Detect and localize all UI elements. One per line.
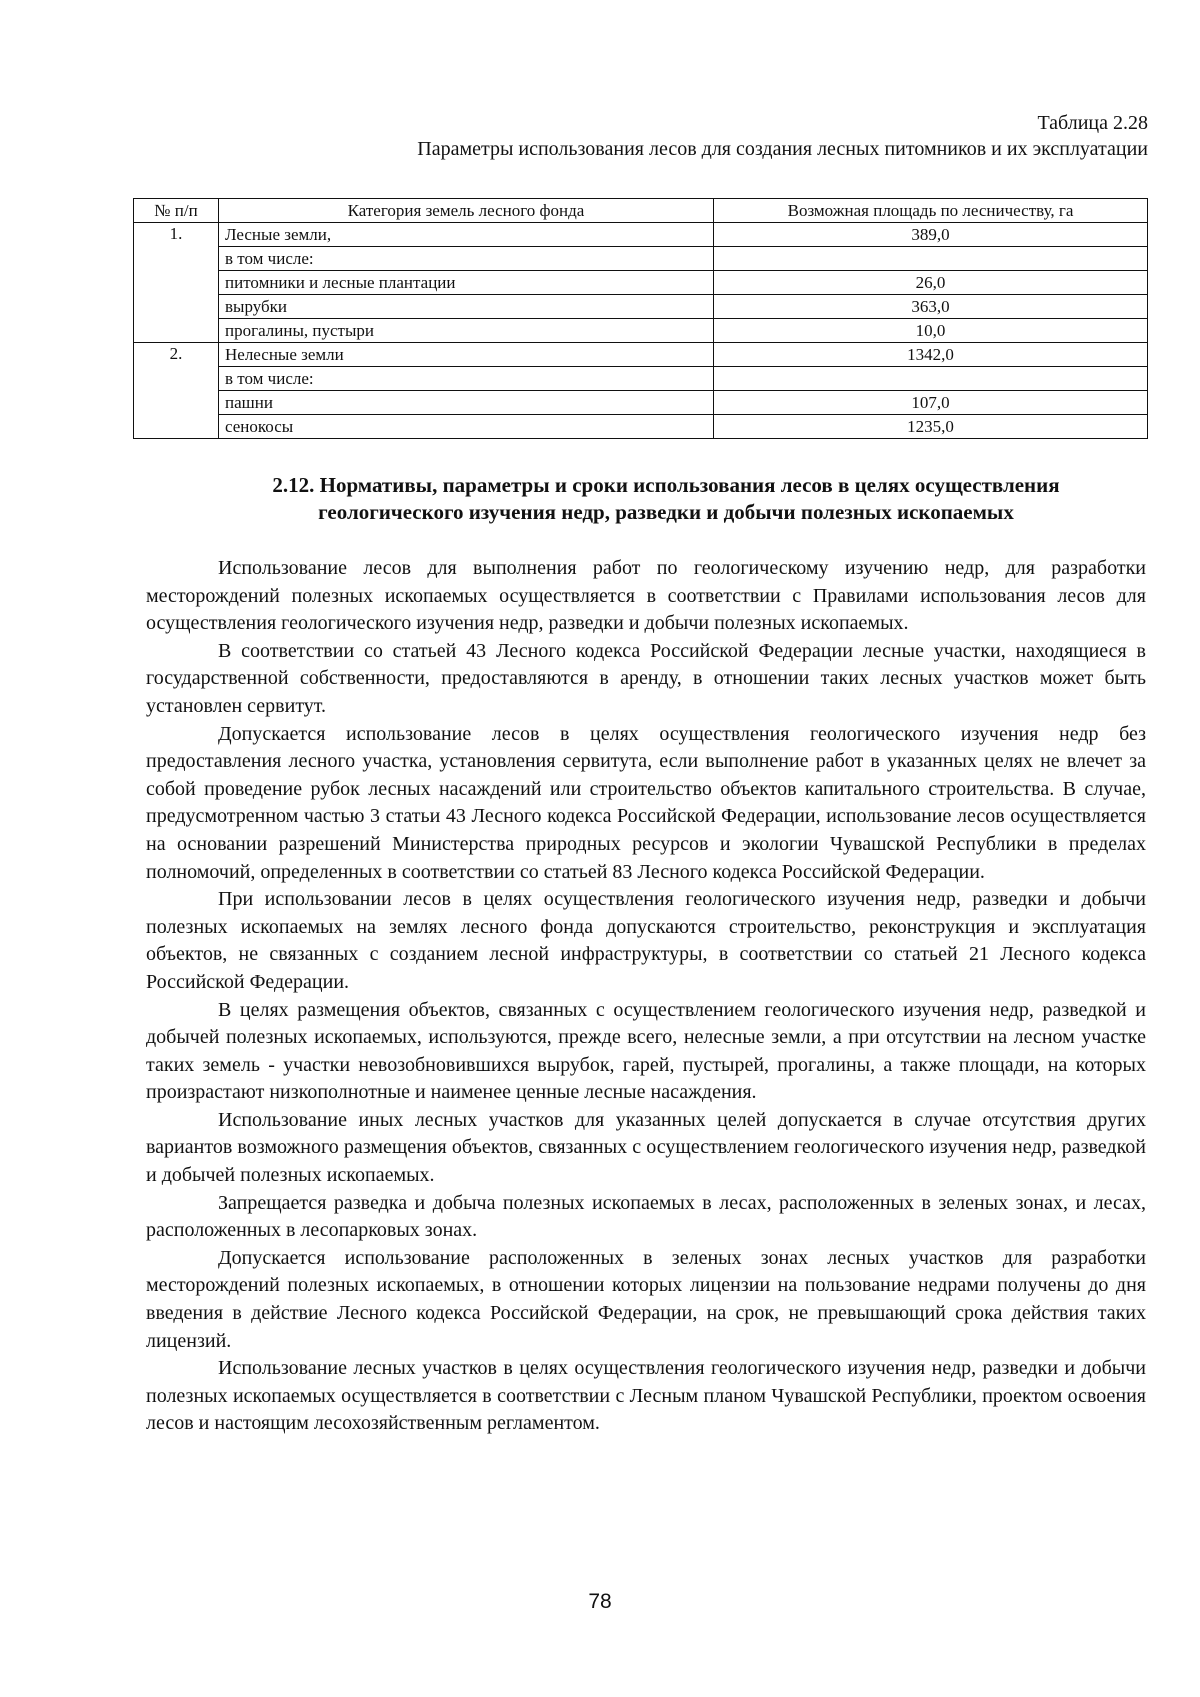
paragraph: Использование лесных участков в целях осуществления геологического изучения недр, разведки и добычи полезных ископаемых осуществляется в соответствии с Лесным планом Чувашской Республики, проектом освоения лесов и настоящим лесохозяйственным регламентом. xyxy=(146,1357,1146,1435)
area-cell: 10,0 xyxy=(714,319,1148,343)
parameters-table xyxy=(133,198,1148,439)
area-cell: 107,0 xyxy=(714,391,1148,415)
table-row xyxy=(134,271,1148,295)
area-cell: 1342,0 xyxy=(714,343,1148,367)
paragraph: Использование лесов для выполнения работ по геологическому изучению недр, для разработки месторождений полезных ископаемых осуществляется в соответствии с Правилами использования лесов для осуществления геологического изучения недр, разведки и добычи полезных ископаемых. xyxy=(146,557,1146,635)
table-header-row xyxy=(134,199,1148,223)
table-row xyxy=(134,247,1148,271)
table-row xyxy=(134,391,1148,415)
category-cell: в том числе: xyxy=(219,367,714,391)
category-cell: вырубки xyxy=(219,295,714,319)
category-cell: питомники и лесные плантации xyxy=(219,271,714,295)
group-number: 1. xyxy=(134,223,219,343)
area-cell xyxy=(714,247,1148,271)
area-cell: 1235,0 xyxy=(714,415,1148,439)
header-area: Возможная площадь по лесничеству, га xyxy=(714,199,1148,223)
paragraph: Допускается использование лесов в целях осуществления геологического изучения недр без предоставления лесного участка, установления сервитута, если выполнение работ в указанных целях не влечет за собой проведение рубок лесных насаждений или строительство объектов капитального строительства. В случае, предусмотренном частью 3 статьи 43 Лесного кодекса Российской Федерации, использование лесов осуществляется на основании разрешений Министерства природных ресурсов и экологии Чувашской Республики в пределах полномочий, определенных в соответствии со статьей 83 Лесного кодекса Российской Федерации. xyxy=(146,722,1146,883)
header-num: № п/п xyxy=(134,199,219,223)
table-row xyxy=(134,295,1148,319)
paragraph: При использовании лесов в целях осуществления геологического изучения недр, разведки и добычи полезных ископаемых на землях лесного фонда допускаются строительство, реконструкция и эксплуатация объектов, не связанных с созданием лесной инфраструктуры, в соответствии со статьей 21 Лесного кодекса Российской Федерации. xyxy=(146,888,1146,993)
paragraph: Допускается использование расположенных в зеленых зонах лесных участков для разработки месторождений полезных ископаемых, в отношении которых лицензии на пользование недрами получены до дня введения в действие Лесного кодекса Российской Федерации, на срок, не превышающий срока действия таких лицензий. xyxy=(146,1246,1146,1352)
table-row xyxy=(134,223,1148,247)
table-row xyxy=(134,367,1148,391)
table-row xyxy=(134,415,1148,439)
area-cell: 26,0 xyxy=(714,271,1148,295)
category-cell: пашни xyxy=(219,391,714,415)
category-cell: в том числе: xyxy=(219,247,714,271)
section-body xyxy=(146,555,1146,1438)
area-cell xyxy=(714,367,1148,391)
category-cell: прогалины, пустыри xyxy=(219,319,714,343)
paragraph: Использование иных лесных участков для указанных целей допускается в случае отсутствия других вариантов возможного размещения объектов, связанных с осуществлением геологического изучения недр, разведкой и добычей полезных ископаемых. xyxy=(146,1108,1146,1187)
table-title: Параметры использования лесов для создания лесных питомников и их эксплуатации xyxy=(417,138,1148,160)
section-heading-line1: 2.12. Нормативы, параметры и сроки использования лесов в целях осуществления xyxy=(272,473,1060,497)
paragraph: В целях размещения объектов, связанных с осуществлением геологического изучения недр, разведкой и добычей полезных ископаемых, используются, прежде всего, нелесные земли, а при отсутствии на лесном участке таких земель - участки невозобновившихся вырубок, гарей, пустырей, прогалины, а также площади, на которых произрастают низкополнотные и наименее ценные лесные насаждения. xyxy=(146,998,1146,1104)
section-heading-line2: геологического изучения недр, разведки и добычи полезных ископаемых xyxy=(318,500,1014,524)
table-number: Таблица 2.28 xyxy=(1037,112,1148,134)
category-cell: Нелесные земли xyxy=(219,343,714,367)
table-row xyxy=(134,319,1148,343)
document-page xyxy=(146,110,1148,1435)
category-cell: Лесные земли, xyxy=(219,223,714,247)
table-row xyxy=(134,343,1148,367)
page-number: 78 xyxy=(588,1590,612,1613)
section-heading xyxy=(196,472,1136,526)
area-cell: 389,0 xyxy=(714,223,1148,247)
paragraph: В соответствии со статьей 43 Лесного кодекса Российской Федерации лесные участки, находящиеся в государственной собственности, предоставляются в аренду, в отношении таких лесных участков может быть установлен сервитут. xyxy=(146,639,1146,717)
group-number: 2. xyxy=(134,343,219,439)
area-cell: 363,0 xyxy=(714,295,1148,319)
paragraph: Запрещается разведка и добыча полезных ископаемых в лесах, расположенных в зеленых зонах, и лесах, расположенных в лесопарковых зонах. xyxy=(146,1191,1146,1242)
header-category: Категория земель лесного фонда xyxy=(219,199,714,223)
category-cell: сенокосы xyxy=(219,415,714,439)
